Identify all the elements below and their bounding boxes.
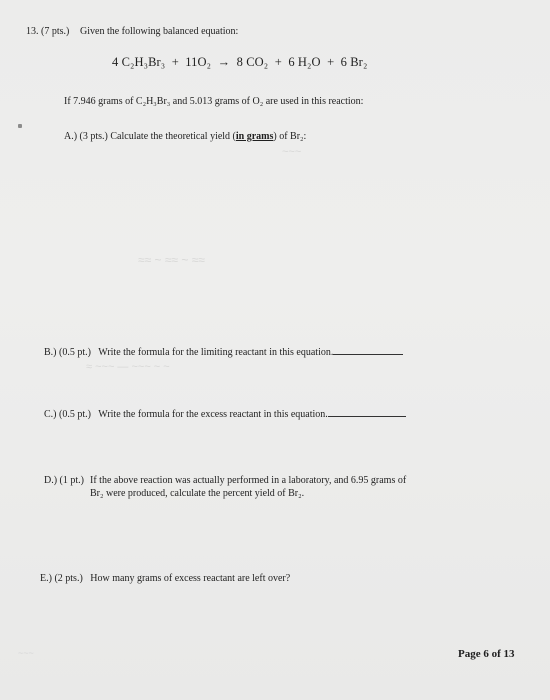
part-b-label: B.) (0.5 pt.) bbox=[44, 347, 91, 358]
reactant2-formula: 11O₂ bbox=[185, 55, 212, 69]
part-a-emphasis: in grams bbox=[235, 131, 274, 142]
part-e-label: E.) (2 pts.) bbox=[40, 573, 83, 584]
part-b bbox=[44, 347, 403, 358]
page-number: Page 6 of 13 bbox=[458, 648, 515, 660]
bleed-through-mark: ≈≈ ~ ≈≈ ~ ≈≈ bbox=[138, 253, 205, 267]
question-intro: Given the following balanced equation: bbox=[80, 26, 239, 37]
plus-sign: + bbox=[171, 55, 179, 69]
part-a-text-start: Calculate the theoretical yield ( bbox=[110, 131, 236, 142]
part-b-text: Write the formula for the limiting reactant in this equation. bbox=[98, 347, 334, 358]
bleed-through-mark: ≈ ~~~ — ~~~ ~ ~ bbox=[86, 361, 170, 373]
part-a-text-end: ) of Br₂: bbox=[273, 131, 307, 142]
part-c-text: Write the formula for the excess reactant in this equation. bbox=[98, 409, 328, 420]
part-d-line2: Br₂ were produced, calculate the percent yield of Br₂. bbox=[90, 488, 305, 499]
reactant1-formula: C₂H₃Br₃ bbox=[121, 55, 166, 69]
reactant1-coefficient: 4 bbox=[112, 55, 119, 69]
part-c bbox=[44, 409, 406, 420]
part-c-label: C.) (0.5 pt.) bbox=[44, 409, 91, 420]
page-mark bbox=[18, 124, 22, 128]
plus-sign: + bbox=[274, 55, 282, 69]
answer-blank-c bbox=[328, 415, 406, 417]
part-e-text: How many grams of excess reactant are left over? bbox=[90, 573, 291, 584]
plus-sign: + bbox=[327, 55, 335, 69]
answer-blank-b bbox=[333, 353, 403, 355]
question-number: 13. (7 pts.) bbox=[26, 26, 70, 37]
part-a bbox=[64, 131, 306, 142]
part-d-label: D.) (1 pt.) bbox=[44, 475, 84, 486]
part-d-line1: If the above reaction was actually performed in a laboratory, and 6.95 grams of bbox=[90, 475, 407, 486]
product1-formula: 8 CO₂ bbox=[236, 55, 269, 69]
part-e bbox=[40, 573, 290, 584]
bleed-through-mark: ~~~ bbox=[18, 648, 34, 658]
balanced-equation bbox=[112, 55, 367, 70]
product3-formula: 6 Br₂ bbox=[340, 55, 368, 69]
bleed-through-mark: ~~~ bbox=[282, 146, 302, 158]
product2-formula: 6 H₂O bbox=[288, 55, 321, 69]
part-a-label: A.) (3 pts.) bbox=[64, 131, 108, 142]
reaction-arrow-icon: → bbox=[217, 55, 231, 69]
given-amounts: If 7.946 grams of C₂H₃Br₃ and 5.013 grams of O₂ are used in this reaction: bbox=[64, 96, 364, 107]
